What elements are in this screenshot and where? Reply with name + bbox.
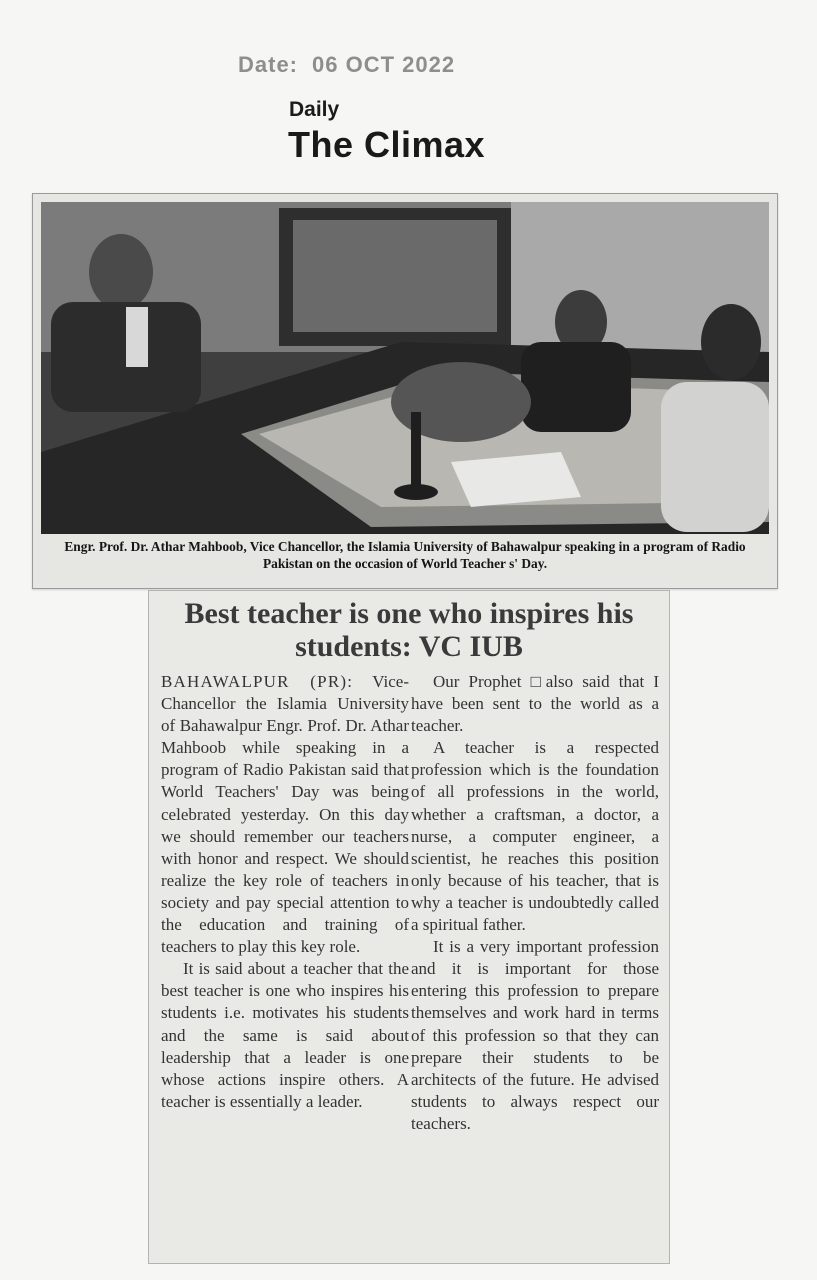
article-paragraph: BAHAWALPUR (PR): Vice-Chancellor the Islamia University of Bahawalpur Engr. Prof. Dr. Athar Mahboob while speaking in a program of Radio Pakistan said that World Teachers' Day was being celebrated yesterday. On this day we should remember our teachers with honor and respect. We should realize the key role of teachers in society and pay special attention to the education and training of teachers to play this key role. — [161, 672, 409, 957]
photo-clipping — [32, 193, 778, 589]
article-dateline: BAHAWALPUR (PR): — [161, 672, 354, 691]
article-paragraph: It is a very important profession and it is important for those entering this profession to prepare themselves and work hard in terms of this profession so that they can prepare their students to be architects of the future. He advised students to always respect our teachers. — [411, 937, 659, 1133]
article-paragraph: A teacher is a respected profession which is the foundation of all professions in the world, whether a craftsman, a doctor, a nurse, a computer engineer, a scientist, he reaches this position only because of his teacher, that is why a teacher is undoubtedly called a spiritual father. — [411, 738, 659, 935]
date-value: 06 OCT 2022 — [312, 52, 456, 77]
stamp-date — [238, 52, 455, 78]
newspaper-name: The Climax — [288, 124, 486, 165]
article-column-right — [411, 671, 659, 1135]
date-label: Date: — [238, 52, 299, 77]
stamp-daily-label: Daily — [289, 98, 340, 121]
news-photo — [41, 202, 769, 534]
article-clipping — [148, 590, 670, 1264]
article-headline: Best teacher is one who inspires his students: VC IUB — [184, 597, 634, 663]
photo-caption: Engr. Prof. Dr. Athar Mahboob, Vice Chancellor, the Islamia University of Bahawalpur speaking in a program of Radio Pakistan on the occasion of World Teacher s' Day. — [64, 539, 746, 571]
article-column-left — [161, 671, 409, 1113]
article-paragraph: It is said about a teacher that the best teacher is one who inspires his students i.e. motivates his students and the same is said about leadership that a leader is one whose actions inspire others. A teacher is essentially a leader. — [161, 959, 409, 1111]
article-paragraph: Our Prophet □also said that I have been sent to the world as a teacher. — [411, 672, 659, 736]
